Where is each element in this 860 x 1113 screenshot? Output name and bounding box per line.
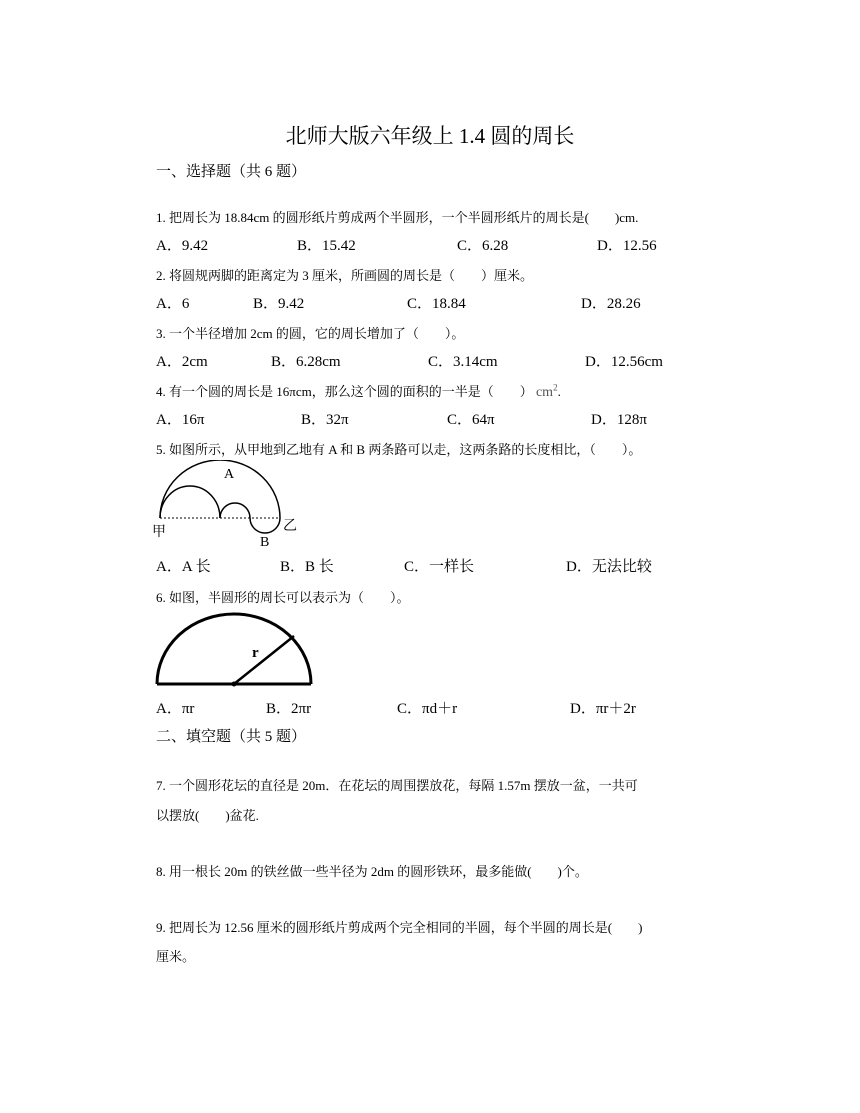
q6-semicircle-figure: [150, 606, 320, 692]
q4-option-b: B．32π: [301, 412, 349, 428]
unit-cm2: $cm^2$: [535, 382, 558, 400]
q1-option-c: C．6.28: [457, 238, 509, 254]
section-heading-fill: 二、填空题（共 5 题）: [156, 729, 307, 745]
q4-option-a: A．16π: [156, 412, 205, 428]
q5-option-c: C．一样长: [404, 559, 475, 575]
q3-option-a: A．2cm: [156, 354, 208, 370]
question-7-line-1: 7. 一个圆形花坛的直径是 20m．在花坛的周围摆放花，每隔 1.57m 摆放一盆，一共可: [156, 778, 638, 793]
q6-option-a: A．πr: [156, 701, 195, 717]
q3-option-d: D．12.56cm: [585, 354, 663, 370]
label-end: 乙: [283, 519, 297, 534]
page-title: 北师大版六年级上 1.4 圆的周长: [285, 124, 575, 148]
q3-option-b: B．6.28cm: [271, 354, 341, 370]
q5-path-figure: [150, 460, 310, 550]
q4-option-c: C．64π: [447, 412, 495, 428]
q5-option-b: B．B 长: [280, 559, 334, 575]
question-3: 3. 一个半径增加 2cm 的圆，它的周长增加了（ ）。: [156, 326, 465, 341]
section-heading-choice: 一、选择题（共 6 题）: [156, 164, 307, 180]
q4-option-d: D．128π: [591, 412, 647, 428]
label-start: 甲: [152, 525, 166, 540]
q1-option-d: D．12.56: [597, 238, 657, 254]
question-7-line-2: 以摆放( )盆花.: [156, 808, 259, 823]
question-6: 6. 如图，半圆形的周长可以表示为（ ）。: [156, 590, 410, 605]
question-5: 5. 如图所示，从甲地到乙地有 A 和 B 两条路可以走，这两条路的长度相比，（ ）。: [156, 442, 642, 457]
question-4: 4. 有一个圆的周长是 16πcm，那么这个圆的面积的一半是（ ） $cm^2$.: [156, 382, 561, 400]
q1-option-b: B．15.42: [297, 238, 356, 254]
label-r: r: [252, 645, 259, 661]
question-2: 2. 将圆规两脚的距离定为 3 厘米，所画圆的周长是（ ）厘米。: [156, 268, 534, 283]
question-9-line-2: 厘米。: [156, 949, 196, 964]
q6-option-b: B．2πr: [266, 701, 312, 717]
question-8: 8. 用一根长 20m 的铁丝做一些半径为 2dm 的圆形铁环，最多能做( )个。: [156, 864, 588, 879]
q5-option-a: A．A 长: [156, 559, 211, 575]
q2-option-b: B．9.42: [253, 296, 305, 312]
question-4-text: 4. 有一个圆的周长是 16πcm，那么这个圆的面积的一半是（ ）: [156, 384, 533, 399]
q5-option-d: D．无法比较: [566, 559, 652, 575]
q2-option-c: C．18.84: [407, 296, 466, 312]
label-a: A: [224, 467, 235, 482]
q3-option-c: C．3.14cm: [428, 354, 498, 370]
q6-option-d: D．πr＋2r: [570, 701, 636, 717]
question-1: 1. 把周长为 18.84cm 的圆形纸片剪成两个半圆形，一个半圆形纸片的周长是( )cm.: [156, 210, 639, 225]
q2-option-a: A．6: [156, 296, 190, 312]
q2-option-d: D．28.26: [581, 296, 641, 312]
label-b: B: [260, 535, 270, 550]
question-9-line-1: 9. 把周长为 12.56 厘米的圆形纸片剪成两个完全相同的半圆，每个半圆的周长是( ): [156, 920, 643, 935]
q6-option-c: C．πd＋r: [397, 701, 458, 717]
q1-option-a: A．9.42: [156, 238, 209, 254]
